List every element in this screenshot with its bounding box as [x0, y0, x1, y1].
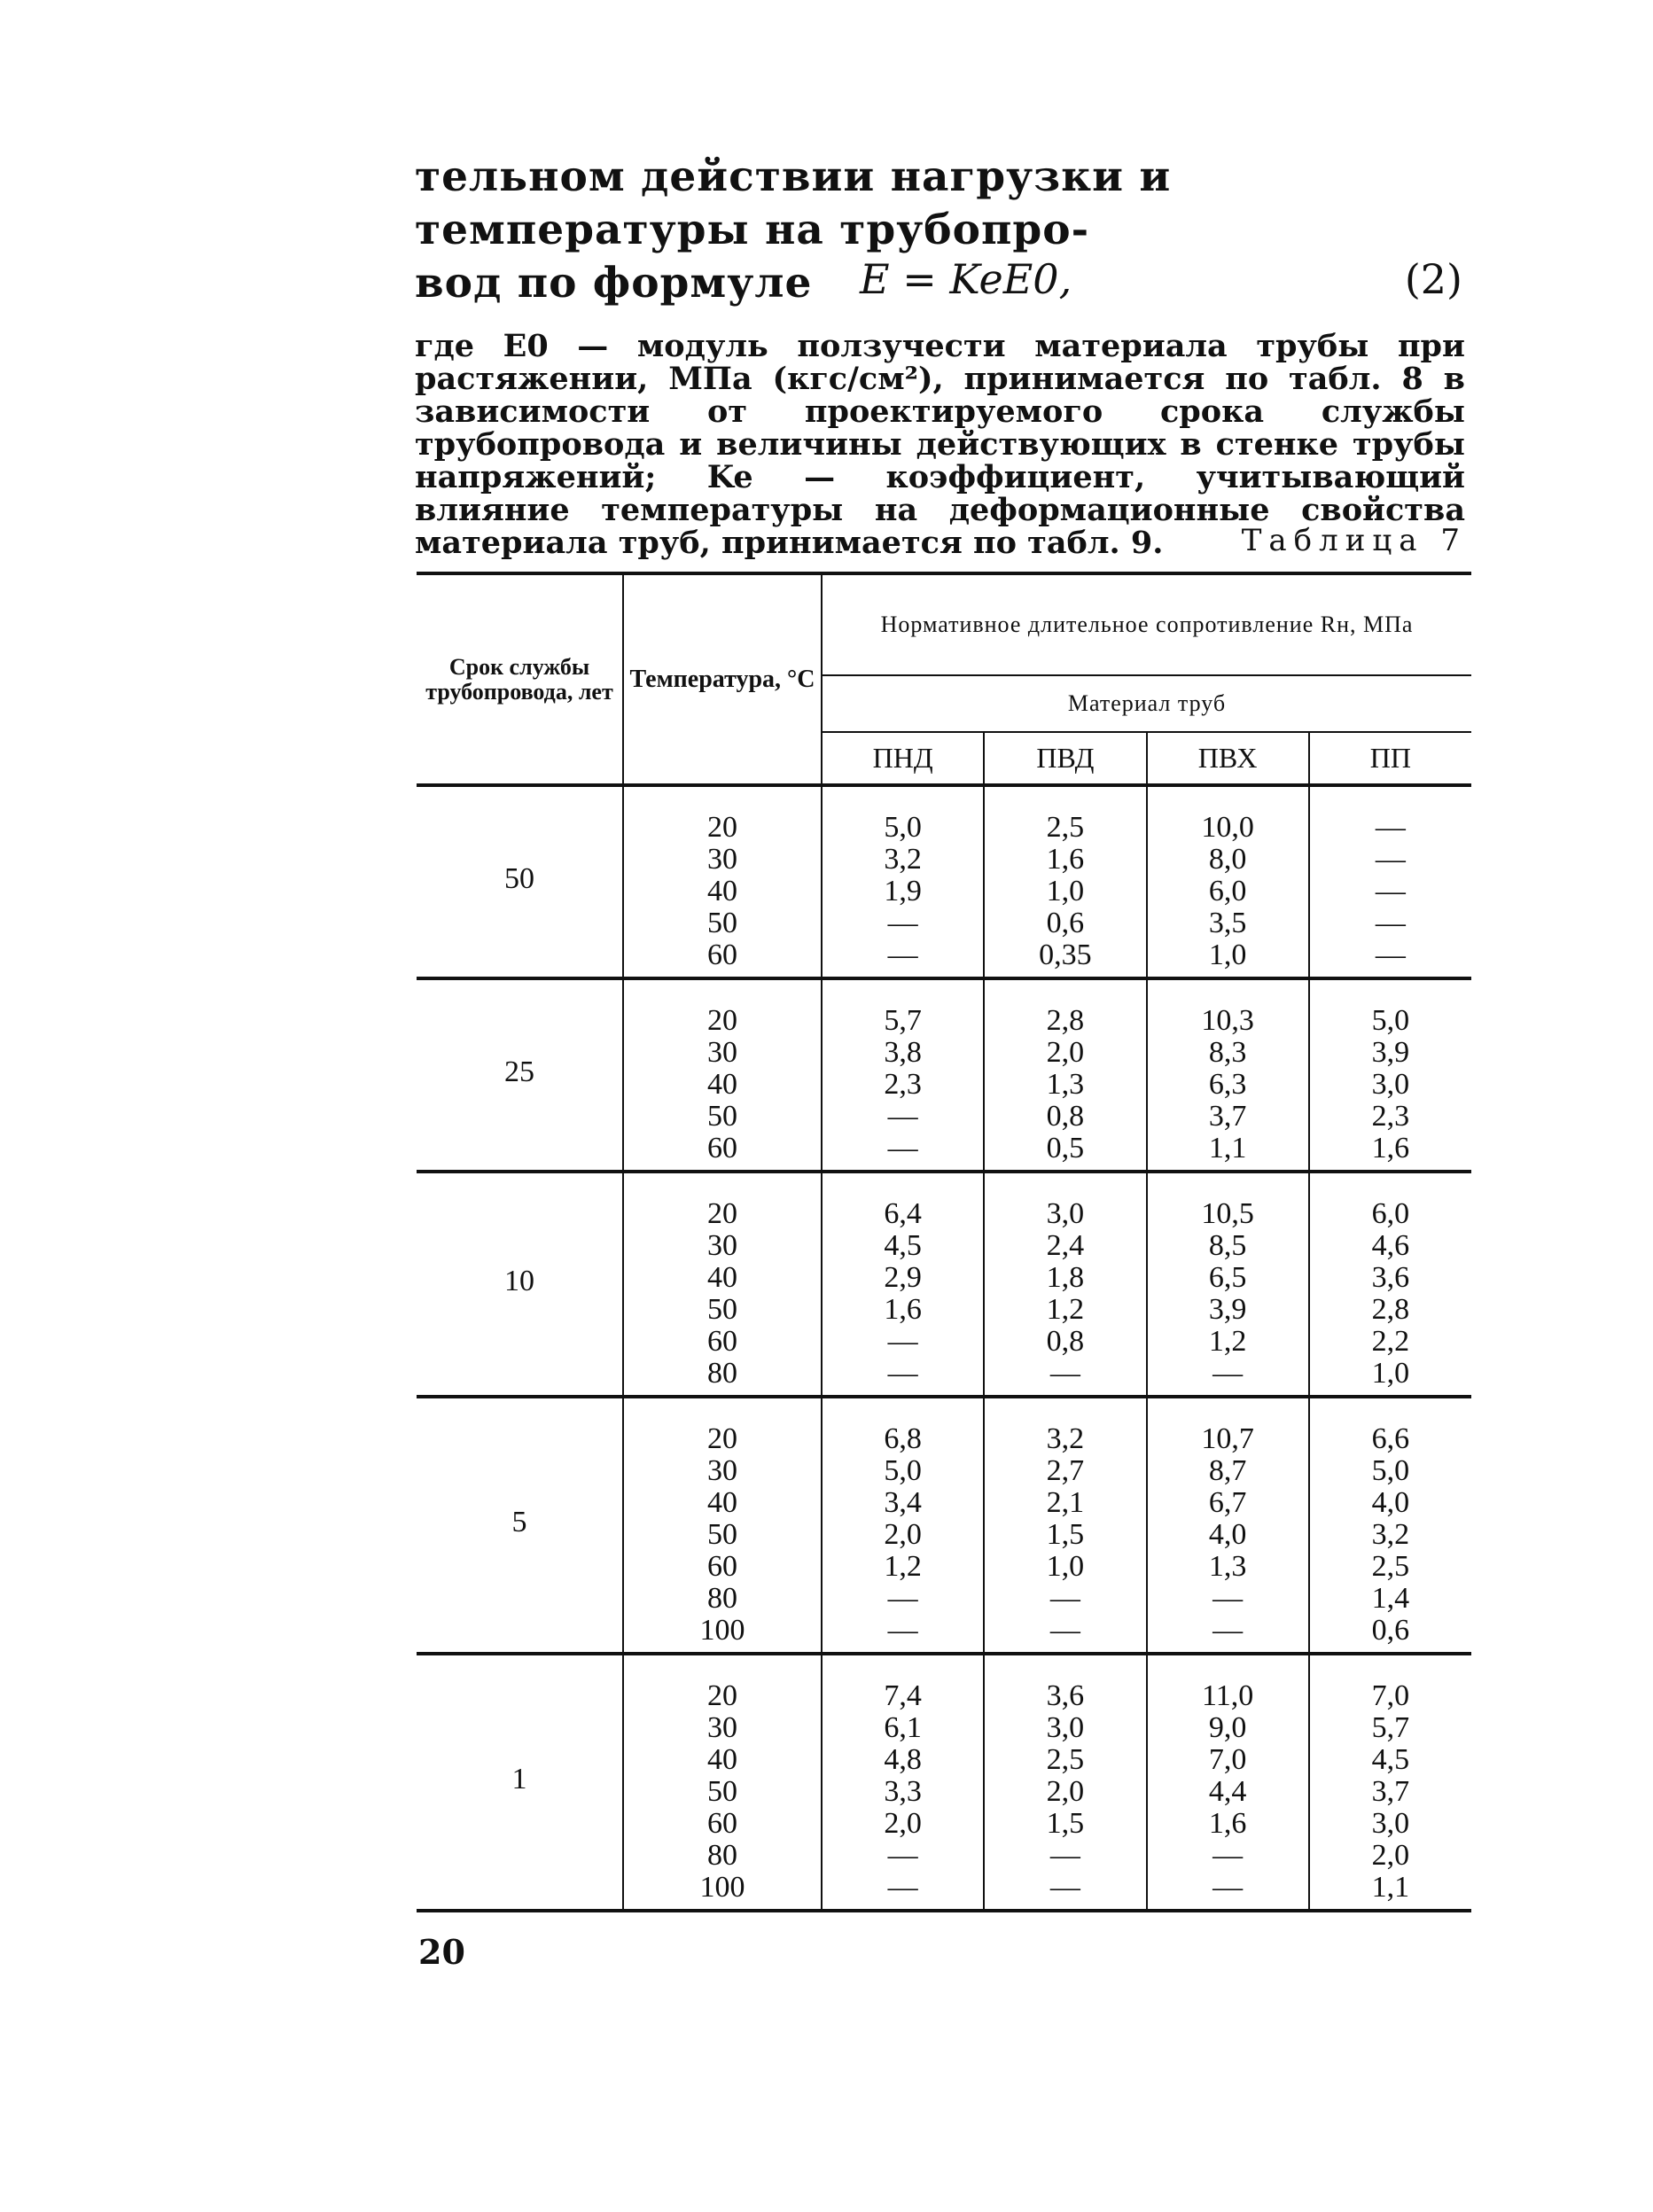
temperature-value: 40 [707, 1261, 737, 1294]
temperature-value: 40 [707, 875, 737, 907]
pp-value: 3,6 [1371, 1261, 1410, 1294]
pvd-value: 1,6 [1046, 843, 1085, 876]
pvh-value: 6,7 [1208, 1486, 1247, 1519]
pp-value: 4,6 [1371, 1229, 1410, 1262]
pvd-value: — [1049, 1357, 1080, 1390]
pnd-cell [822, 1397, 984, 1654]
pp-cell [1309, 1397, 1471, 1654]
pvd-value: 0,6 [1046, 907, 1085, 939]
intro-line-2: вод по формуле [415, 259, 813, 308]
header-material-pp: ПП [1309, 732, 1471, 785]
temperature-value: 20 [707, 811, 737, 844]
pvh-value: — [1212, 1357, 1244, 1390]
pnd-value: — [887, 1582, 918, 1615]
pvd-value: 1,3 [1046, 1068, 1085, 1101]
pvd-value: 1,0 [1046, 1550, 1085, 1583]
pnd-value: 3,2 [884, 843, 922, 876]
pvd-value: 3,2 [1046, 1422, 1085, 1455]
pnd-value: 1,9 [884, 875, 922, 907]
temperature-value: 30 [707, 1036, 737, 1069]
temperature-value: 60 [707, 1132, 737, 1164]
pvd-value: 0,5 [1046, 1132, 1085, 1164]
pp-value: 1,1 [1371, 1871, 1410, 1904]
pnd-value: 2,9 [884, 1261, 922, 1294]
pvd-value: 1,5 [1046, 1807, 1085, 1840]
pvh-value: 8,0 [1208, 843, 1247, 876]
pvh-cell [1147, 1654, 1309, 1911]
period-cell: 50 [417, 785, 623, 978]
temperature-value: 100 [699, 1871, 745, 1904]
pnd-value: 6,8 [884, 1422, 922, 1455]
pp-value: 2,5 [1371, 1550, 1410, 1583]
table-group-row [417, 978, 1471, 1172]
pvd-value: — [1049, 1839, 1080, 1872]
table-group-row [417, 1172, 1471, 1397]
table-group-row [417, 1397, 1471, 1654]
pnd-value: 5,0 [884, 1454, 922, 1487]
temperature-value: 60 [707, 1550, 737, 1583]
pp-value: 7,0 [1371, 1679, 1410, 1712]
pnd-value: 1,6 [884, 1293, 922, 1326]
temps-cell [623, 1172, 822, 1397]
pvd-value: 3,0 [1046, 1711, 1085, 1744]
pnd-value: — [887, 1839, 918, 1872]
pp-value: 6,0 [1371, 1197, 1410, 1230]
pp-value: 1,0 [1371, 1357, 1410, 1390]
pvh-value: — [1212, 1614, 1244, 1647]
pp-value: 4,5 [1371, 1743, 1410, 1776]
pvh-value: 10,7 [1201, 1422, 1254, 1455]
pvd-value: 0,8 [1046, 1325, 1085, 1358]
temperature-value: 80 [707, 1357, 737, 1390]
resistance-table [417, 572, 1471, 1912]
page-number: 20 [418, 1932, 465, 1972]
header-temperature: Температура, °С [623, 573, 822, 785]
pvh-value: 1,2 [1208, 1325, 1247, 1358]
pvd-value: 2,5 [1046, 1743, 1085, 1776]
pvd-value: 2,0 [1046, 1775, 1085, 1808]
pnd-cell [822, 785, 984, 978]
temperature-value: 50 [707, 1100, 737, 1133]
temperature-value: 60 [707, 939, 737, 971]
pp-value: — [1375, 843, 1406, 876]
temperature-value: 20 [707, 1679, 737, 1712]
temperature-value: 40 [707, 1743, 737, 1776]
header-period: Срок службы трубопровода, лет [417, 573, 623, 785]
temperature-value: 20 [707, 1004, 737, 1037]
temperature-value: 80 [707, 1839, 737, 1872]
temps-cell [623, 978, 822, 1172]
pnd-value: 4,8 [884, 1743, 922, 1776]
pnd-value: 6,4 [884, 1197, 922, 1230]
temps-cell [623, 1397, 822, 1654]
formula-expression: E = KeE0, [860, 255, 1072, 303]
pnd-value: — [887, 1325, 918, 1358]
pp-value: 3,9 [1371, 1036, 1410, 1069]
pnd-cell [822, 978, 984, 1172]
pvh-value: 1,3 [1208, 1550, 1247, 1583]
pp-value: 1,4 [1371, 1582, 1410, 1615]
pnd-value: 7,4 [884, 1679, 922, 1712]
temperature-value: 50 [707, 1518, 737, 1551]
formula-number: (2) [1404, 255, 1462, 303]
pnd-value: — [887, 1132, 918, 1164]
pp-value: 5,0 [1371, 1004, 1410, 1037]
pp-value: 1,6 [1371, 1132, 1410, 1164]
pvh-value: — [1212, 1839, 1244, 1872]
pvd-value: 2,7 [1046, 1454, 1085, 1487]
pvh-value: 8,5 [1208, 1229, 1247, 1262]
pnd-value: 2,3 [884, 1068, 922, 1101]
pvh-value: — [1212, 1871, 1244, 1904]
table-title: Таблица 7 [1241, 523, 1467, 558]
period-cell: 5 [417, 1397, 623, 1654]
pvh-value: 4,4 [1208, 1775, 1247, 1808]
pvd-cell [984, 785, 1146, 978]
pvh-value: 6,3 [1208, 1068, 1247, 1101]
pp-cell [1309, 785, 1471, 978]
description-paragraph: где E0 — модуль ползучести материала трубы при растяжении, МПа (кгс/см²), принимается по табл. 8 в зависимости от проектируемого срока службы трубопровода и величины действующих в стенке трубы напряжений; Ke — коэффициент, учитывающий влияние температуры на деформационные свойства материала труб, принимается по табл. 9. [415, 328, 1465, 561]
pvd-cell [984, 978, 1146, 1172]
pvh-value: 3,7 [1208, 1100, 1247, 1133]
pvd-value: 0,35 [1039, 939, 1092, 971]
period-cell: 10 [417, 1172, 623, 1397]
pnd-cell [822, 1654, 984, 1911]
pvd-value: 3,0 [1046, 1197, 1085, 1230]
temperature-value: 20 [707, 1197, 737, 1230]
pvd-value: 2,4 [1046, 1229, 1085, 1262]
pvh-value: 10,3 [1201, 1004, 1254, 1037]
pp-value: — [1375, 939, 1406, 971]
header-material-pnd: ПНД [822, 732, 984, 785]
pp-value: — [1375, 907, 1406, 939]
pp-value: 2,8 [1371, 1293, 1410, 1326]
pvh-cell [1147, 978, 1309, 1172]
pp-value: 5,0 [1371, 1454, 1410, 1487]
pnd-value: 5,0 [884, 811, 922, 844]
pvh-value: 1,1 [1208, 1132, 1247, 1164]
pvh-value: — [1212, 1582, 1244, 1615]
pvd-value: 2,1 [1046, 1486, 1085, 1519]
header-material-pvd: ПВД [984, 732, 1146, 785]
temperature-value: 50 [707, 1293, 737, 1326]
pnd-value: 3,4 [884, 1486, 922, 1519]
pp-cell [1309, 978, 1471, 1172]
pnd-value: 3,3 [884, 1775, 922, 1808]
temperature-value: 40 [707, 1486, 737, 1519]
temperature-value: 50 [707, 907, 737, 939]
pnd-value: — [887, 1357, 918, 1390]
table-body [417, 785, 1471, 1911]
pnd-value: 4,5 [884, 1229, 922, 1262]
pvd-value: 1,8 [1046, 1261, 1085, 1294]
pvd-cell [984, 1397, 1146, 1654]
pnd-value: — [887, 939, 918, 971]
pnd-value: 2,0 [884, 1807, 922, 1840]
pnd-value: — [887, 1100, 918, 1133]
pp-value: 3,0 [1371, 1807, 1410, 1840]
pp-value: — [1375, 875, 1406, 907]
pvh-value: 3,9 [1208, 1293, 1247, 1326]
pvh-value: 8,7 [1208, 1454, 1247, 1487]
pvh-cell [1147, 1397, 1309, 1654]
pvd-value: 2,8 [1046, 1004, 1085, 1037]
pvd-value: 1,2 [1046, 1293, 1085, 1326]
pvh-value: 10,0 [1201, 811, 1254, 844]
pnd-cell [822, 1172, 984, 1397]
table-group-row [417, 785, 1471, 978]
temperature-value: 30 [707, 1454, 737, 1487]
pp-value: 6,6 [1371, 1422, 1410, 1455]
pvh-value: 6,5 [1208, 1261, 1247, 1294]
pvd-value: 2,5 [1046, 811, 1085, 844]
pvh-value: 10,5 [1201, 1197, 1254, 1230]
temperature-value: 100 [699, 1614, 745, 1647]
pvd-value: — [1049, 1871, 1080, 1904]
pp-value: 2,3 [1371, 1100, 1410, 1133]
pnd-value: 3,8 [884, 1036, 922, 1069]
pp-value: 0,6 [1371, 1614, 1410, 1647]
pp-value: 5,7 [1371, 1711, 1410, 1744]
pvd-value: 2,0 [1046, 1036, 1085, 1069]
pnd-value: 5,7 [884, 1004, 922, 1037]
pvd-value: — [1049, 1582, 1080, 1615]
temps-cell [623, 785, 822, 978]
pp-value: 3,7 [1371, 1775, 1410, 1808]
pvh-value: 4,0 [1208, 1518, 1247, 1551]
temperature-value: 40 [707, 1068, 737, 1101]
pvd-value: 1,0 [1046, 875, 1085, 907]
pvh-value: 1,0 [1208, 939, 1247, 971]
header-material-pvh: ПВХ [1147, 732, 1309, 785]
temperature-value: 30 [707, 1711, 737, 1744]
period-cell: 25 [417, 978, 623, 1172]
pvh-value: 6,0 [1208, 875, 1247, 907]
pp-cell [1309, 1172, 1471, 1397]
pvd-cell [984, 1172, 1146, 1397]
header-resistance: Нормативное длительное сопротивление Rн, МПа [822, 573, 1471, 675]
temperature-value: 20 [707, 1422, 737, 1455]
temperature-value: 60 [707, 1807, 737, 1840]
temps-cell [623, 1654, 822, 1911]
temperature-value: 30 [707, 1229, 737, 1262]
pvd-cell [984, 1654, 1146, 1911]
temperature-value: 60 [707, 1325, 737, 1358]
pp-value: 4,0 [1371, 1486, 1410, 1519]
pvd-value: — [1049, 1614, 1080, 1647]
pvh-cell [1147, 785, 1309, 978]
pvh-value: 9,0 [1208, 1711, 1247, 1744]
pp-value: 3,0 [1371, 1068, 1410, 1101]
temperature-value: 50 [707, 1775, 737, 1808]
pvh-value: 11,0 [1202, 1679, 1254, 1712]
pvh-value: 8,3 [1208, 1036, 1247, 1069]
pvd-value: 3,6 [1046, 1679, 1085, 1712]
temperature-value: 30 [707, 843, 737, 876]
pp-cell [1309, 1654, 1471, 1911]
intro-line-1: тельном действии нагрузки и температуры на трубопро- [415, 152, 1172, 254]
pvd-value: 0,8 [1046, 1100, 1085, 1133]
pvh-value: 3,5 [1208, 907, 1247, 939]
pnd-value: — [887, 1614, 918, 1647]
pnd-value: 2,0 [884, 1518, 922, 1551]
pvd-value: 1,5 [1046, 1518, 1085, 1551]
pvh-value: 1,6 [1208, 1807, 1247, 1840]
pvh-cell [1147, 1172, 1309, 1397]
table-group-row [417, 1654, 1471, 1911]
pnd-value: 6,1 [884, 1711, 922, 1744]
pvh-value: 7,0 [1208, 1743, 1247, 1776]
period-cell: 1 [417, 1654, 623, 1911]
pp-value: — [1375, 811, 1406, 844]
pp-value: 2,2 [1371, 1325, 1410, 1358]
pnd-value: 1,2 [884, 1550, 922, 1583]
pp-value: 3,2 [1371, 1518, 1410, 1551]
header-material: Материал труб [822, 675, 1471, 732]
pp-value: 2,0 [1371, 1839, 1410, 1872]
pnd-value: — [887, 907, 918, 939]
pnd-value: — [887, 1871, 918, 1904]
temperature-value: 80 [707, 1582, 737, 1615]
